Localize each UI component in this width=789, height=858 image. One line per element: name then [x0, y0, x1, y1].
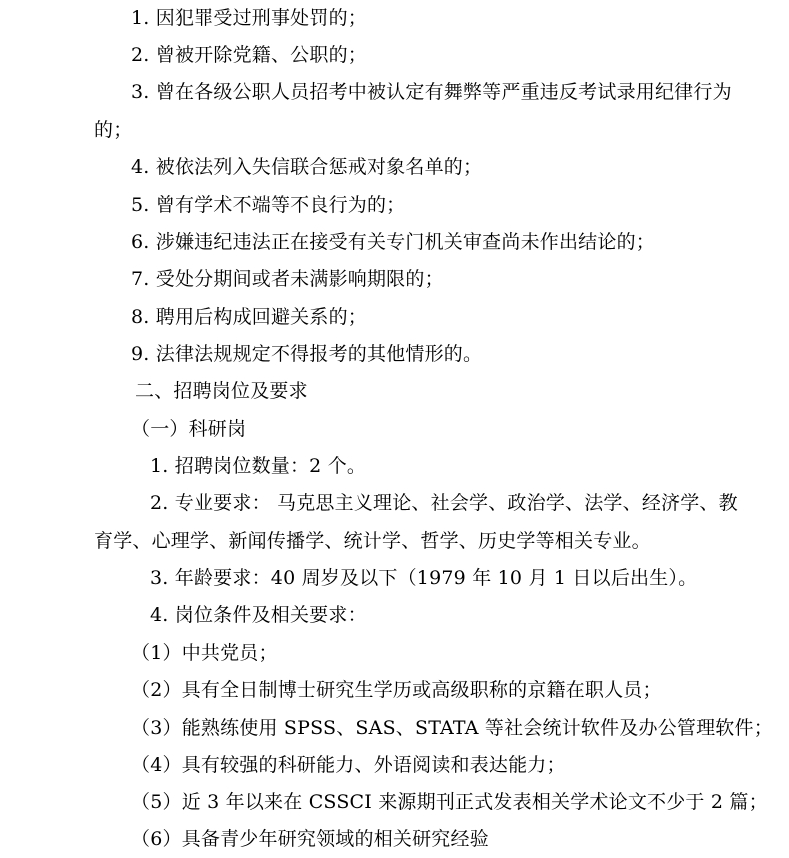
disqualification-item-5	[131, 193, 405, 217]
requirement-item-2-continuation: 育学、心理学、新闻传播学、统计学、哲学、历史学等相关专业。	[94, 530, 651, 552]
disqualification-item-1	[131, 6, 367, 30]
requirement-item-3	[150, 566, 697, 590]
list-text: 受处分期间或者未满影响期限的；	[155, 268, 444, 290]
list-text: 年龄要求：40 周岁及以下（1979 年 10 月 1 日以后出生）。	[174, 567, 698, 589]
condition-item-1: （1）中共党员；	[131, 642, 278, 664]
list-number: 4.	[150, 604, 169, 626]
subsection-heading: （一）科研岗	[131, 418, 247, 440]
list-text: 曾在各级公职人员招考中被认定有舞弊等严重违反考试录用纪律行为	[155, 81, 732, 103]
disqualification-item-3	[131, 80, 732, 104]
list-number: 1.	[131, 7, 150, 29]
disqualification-item-4	[131, 155, 482, 179]
disqualification-item-8	[131, 305, 367, 329]
list-text: 法律法规规定不得报考的其他情形的。	[155, 343, 483, 365]
disqualification-item-2	[131, 43, 367, 67]
requirement-item-1	[150, 454, 366, 478]
condition-item-6: （6）具备青少年研究领域的相关研究经验	[131, 828, 489, 850]
list-text: 涉嫌违纪违法正在接受有关专门机关审查尚未作出结论的；	[155, 231, 655, 253]
requirement-item-2	[150, 491, 738, 515]
requirement-item-4	[150, 603, 367, 627]
list-text: 曾有学术不端等不良行为的；	[155, 194, 406, 216]
disqualification-item-6	[131, 230, 655, 254]
list-number: 9.	[131, 343, 150, 365]
disqualification-item-7	[131, 267, 444, 291]
list-number: 2.	[131, 44, 150, 66]
condition-item-2: （2）具有全日制博士研究生学历或高级职称的京籍在职人员；	[131, 679, 662, 701]
condition-item-4: （4）具有较强的科研能力、外语阅读和表达能力；	[131, 754, 566, 776]
list-number: 3.	[131, 81, 150, 103]
disqualification-item-3-continuation: 的；	[94, 119, 133, 141]
list-number: 8.	[131, 306, 150, 328]
list-number: 2.	[150, 492, 169, 514]
list-number: 5.	[131, 194, 150, 216]
list-number: 4.	[131, 156, 150, 178]
list-text: 专业要求： 马克思主义理论、社会学、政治学、法学、经济学、教	[174, 492, 738, 514]
disqualification-item-9	[131, 342, 482, 366]
list-text: 聘用后构成回避关系的；	[155, 306, 367, 328]
list-text: 因犯罪受过刑事处罚的；	[155, 7, 367, 29]
condition-item-5: （5）近 3 年以来在 CSSCI 来源期刊正式发表相关学术论文不少于 2 篇；	[131, 791, 768, 813]
list-text: 曾被开除党籍、公职的；	[155, 44, 367, 66]
list-text: 岗位条件及相关要求：	[174, 604, 367, 626]
list-number: 3.	[150, 567, 169, 589]
condition-item-3: （3）能熟练使用 SPSS、SAS、STATA 等社会统计软件及办公管理软件；	[131, 717, 773, 739]
list-number: 1.	[150, 455, 169, 477]
section-heading: 二、招聘岗位及要求	[135, 380, 308, 402]
list-text: 招聘岗位数量：2 个。	[174, 455, 367, 477]
list-number: 6.	[131, 231, 150, 253]
list-number: 7.	[131, 268, 150, 290]
list-text: 被依法列入失信联合惩戒对象名单的；	[155, 156, 483, 178]
